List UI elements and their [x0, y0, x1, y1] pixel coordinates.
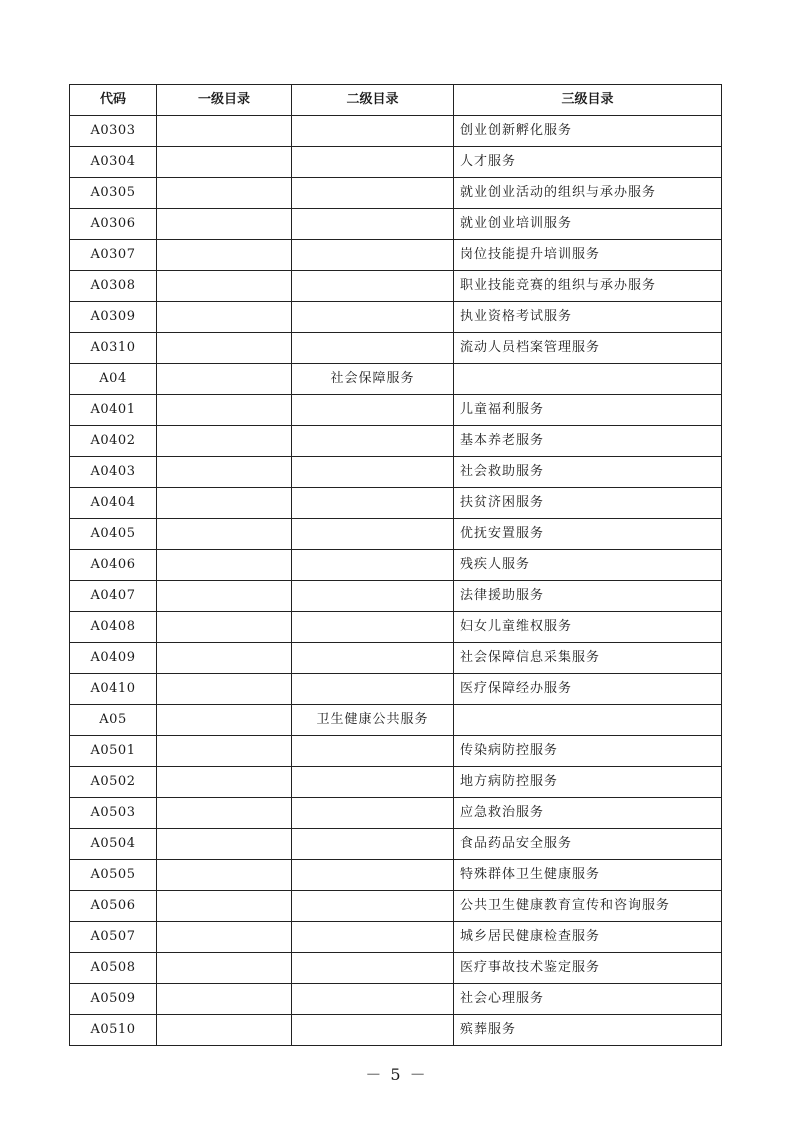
level2-cell [292, 395, 454, 426]
code-cell: A0408 [70, 612, 157, 643]
code-cell: A0305 [70, 178, 157, 209]
code-cell: A04 [70, 364, 157, 395]
level3-cell [454, 705, 722, 736]
header-level1: 一级目录 [157, 85, 292, 116]
table-row [70, 271, 722, 302]
level2-cell [292, 147, 454, 178]
level2-cell [292, 643, 454, 674]
level2-cell [292, 891, 454, 922]
level2-cell [292, 240, 454, 271]
level1-cell [157, 674, 292, 705]
code-cell: A0507 [70, 922, 157, 953]
code-cell: A0410 [70, 674, 157, 705]
table-header [70, 85, 722, 116]
level2-cell [292, 984, 454, 1015]
level3-cell: 殡葬服务 [454, 1015, 722, 1046]
header-level3: 三级目录 [454, 85, 722, 116]
level2-cell [292, 519, 454, 550]
level1-cell [157, 643, 292, 674]
code-cell: A0504 [70, 829, 157, 860]
level2-cell: 卫生健康公共服务 [292, 705, 454, 736]
level1-cell [157, 178, 292, 209]
table-row [70, 240, 722, 271]
service-catalog-table [69, 84, 722, 1046]
level2-cell [292, 550, 454, 581]
level1-cell [157, 891, 292, 922]
level3-cell: 执业资格考试服务 [454, 302, 722, 333]
level2-cell [292, 829, 454, 860]
level1-cell [157, 333, 292, 364]
level3-cell: 食品药品安全服务 [454, 829, 722, 860]
level3-cell: 应急救治服务 [454, 798, 722, 829]
level1-cell [157, 798, 292, 829]
level1-cell [157, 581, 292, 612]
level3-cell: 城乡居民健康检查服务 [454, 922, 722, 953]
code-cell: A0501 [70, 736, 157, 767]
header-code: 代码 [70, 85, 157, 116]
code-cell: A0506 [70, 891, 157, 922]
level3-cell: 特殊群体卫生健康服务 [454, 860, 722, 891]
level3-cell: 法律援助服务 [454, 581, 722, 612]
level1-cell [157, 612, 292, 643]
table-row [70, 736, 722, 767]
code-cell: A0505 [70, 860, 157, 891]
table-row [70, 860, 722, 891]
level2-cell [292, 333, 454, 364]
level1-cell [157, 488, 292, 519]
level1-cell [157, 209, 292, 240]
code-cell: A0401 [70, 395, 157, 426]
table-row [70, 426, 722, 457]
code-cell: A0403 [70, 457, 157, 488]
level2-cell [292, 922, 454, 953]
level1-cell [157, 395, 292, 426]
code-cell: A0308 [70, 271, 157, 302]
level1-cell [157, 147, 292, 178]
level2-cell [292, 767, 454, 798]
table-row [70, 519, 722, 550]
code-cell: A0409 [70, 643, 157, 674]
level3-cell: 扶贫济困服务 [454, 488, 722, 519]
level1-cell [157, 302, 292, 333]
code-cell: A0509 [70, 984, 157, 1015]
code-cell: A05 [70, 705, 157, 736]
level3-cell: 医疗事故技术鉴定服务 [454, 953, 722, 984]
level3-cell: 创业创新孵化服务 [454, 116, 722, 147]
table-row [70, 984, 722, 1015]
level1-cell [157, 271, 292, 302]
code-cell: A0307 [70, 240, 157, 271]
table-row [70, 488, 722, 519]
table-row [70, 1015, 722, 1046]
table-row [70, 395, 722, 426]
table-row [70, 798, 722, 829]
level1-cell [157, 426, 292, 457]
level1-cell [157, 1015, 292, 1046]
level3-cell: 就业创业培训服务 [454, 209, 722, 240]
level2-cell [292, 736, 454, 767]
table-row [70, 147, 722, 178]
level2-cell [292, 457, 454, 488]
level3-cell: 医疗保障经办服务 [454, 674, 722, 705]
level2-cell [292, 1015, 454, 1046]
table-row [70, 209, 722, 240]
code-cell: A0405 [70, 519, 157, 550]
level3-cell [454, 364, 722, 395]
level1-cell [157, 922, 292, 953]
level3-cell: 岗位技能提升培训服务 [454, 240, 722, 271]
table-row [70, 705, 722, 736]
level2-cell [292, 798, 454, 829]
table-row [70, 643, 722, 674]
level1-cell [157, 705, 292, 736]
code-cell: A0510 [70, 1015, 157, 1046]
header-row [70, 85, 722, 116]
code-cell: A0303 [70, 116, 157, 147]
level1-cell [157, 984, 292, 1015]
page-number: － 5 － [365, 1065, 428, 1084]
table-row [70, 581, 722, 612]
level2-cell [292, 271, 454, 302]
level3-cell: 公共卫生健康教育宣传和咨询服务 [454, 891, 722, 922]
level3-cell: 社会心理服务 [454, 984, 722, 1015]
level1-cell [157, 829, 292, 860]
code-cell: A0503 [70, 798, 157, 829]
level3-cell: 人才服务 [454, 147, 722, 178]
level1-cell [157, 116, 292, 147]
table-row [70, 767, 722, 798]
level3-cell: 基本养老服务 [454, 426, 722, 457]
level3-cell: 社会保障信息采集服务 [454, 643, 722, 674]
table-row [70, 674, 722, 705]
level3-cell: 社会救助服务 [454, 457, 722, 488]
level2-cell: 社会保障服务 [292, 364, 454, 395]
code-cell: A0407 [70, 581, 157, 612]
code-cell: A0508 [70, 953, 157, 984]
table-row [70, 302, 722, 333]
level2-cell [292, 302, 454, 333]
level1-cell [157, 860, 292, 891]
table-row [70, 364, 722, 395]
code-cell: A0309 [70, 302, 157, 333]
table-row [70, 178, 722, 209]
level3-cell: 地方病防控服务 [454, 767, 722, 798]
level1-cell [157, 457, 292, 488]
level3-cell: 流动人员档案管理服务 [454, 333, 722, 364]
level2-cell [292, 860, 454, 891]
code-cell: A0404 [70, 488, 157, 519]
level3-cell: 传染病防控服务 [454, 736, 722, 767]
level2-cell [292, 426, 454, 457]
level1-cell [157, 240, 292, 271]
table-body [70, 116, 722, 1046]
level1-cell [157, 519, 292, 550]
level1-cell [157, 767, 292, 798]
level3-cell: 儿童福利服务 [454, 395, 722, 426]
code-cell: A0306 [70, 209, 157, 240]
level2-cell [292, 209, 454, 240]
table-row [70, 116, 722, 147]
code-cell: A0402 [70, 426, 157, 457]
level3-cell: 就业创业活动的组织与承办服务 [454, 178, 722, 209]
header-level2: 二级目录 [292, 85, 454, 116]
level3-cell: 残疾人服务 [454, 550, 722, 581]
code-cell: A0406 [70, 550, 157, 581]
level2-cell [292, 116, 454, 147]
level2-cell [292, 488, 454, 519]
level1-cell [157, 736, 292, 767]
level3-cell: 妇女儿童维权服务 [454, 612, 722, 643]
table-row [70, 953, 722, 984]
table-row [70, 550, 722, 581]
level3-cell: 优抚安置服务 [454, 519, 722, 550]
code-cell: A0310 [70, 333, 157, 364]
level3-cell: 职业技能竞赛的组织与承办服务 [454, 271, 722, 302]
level2-cell [292, 953, 454, 984]
code-cell: A0502 [70, 767, 157, 798]
level2-cell [292, 178, 454, 209]
level2-cell [292, 612, 454, 643]
level1-cell [157, 953, 292, 984]
level1-cell [157, 364, 292, 395]
level2-cell [292, 581, 454, 612]
table-row [70, 829, 722, 860]
level1-cell [157, 550, 292, 581]
table-row [70, 891, 722, 922]
table-row [70, 333, 722, 364]
level2-cell [292, 674, 454, 705]
table-row [70, 612, 722, 643]
table-row [70, 922, 722, 953]
table-row [70, 457, 722, 488]
code-cell: A0304 [70, 147, 157, 178]
